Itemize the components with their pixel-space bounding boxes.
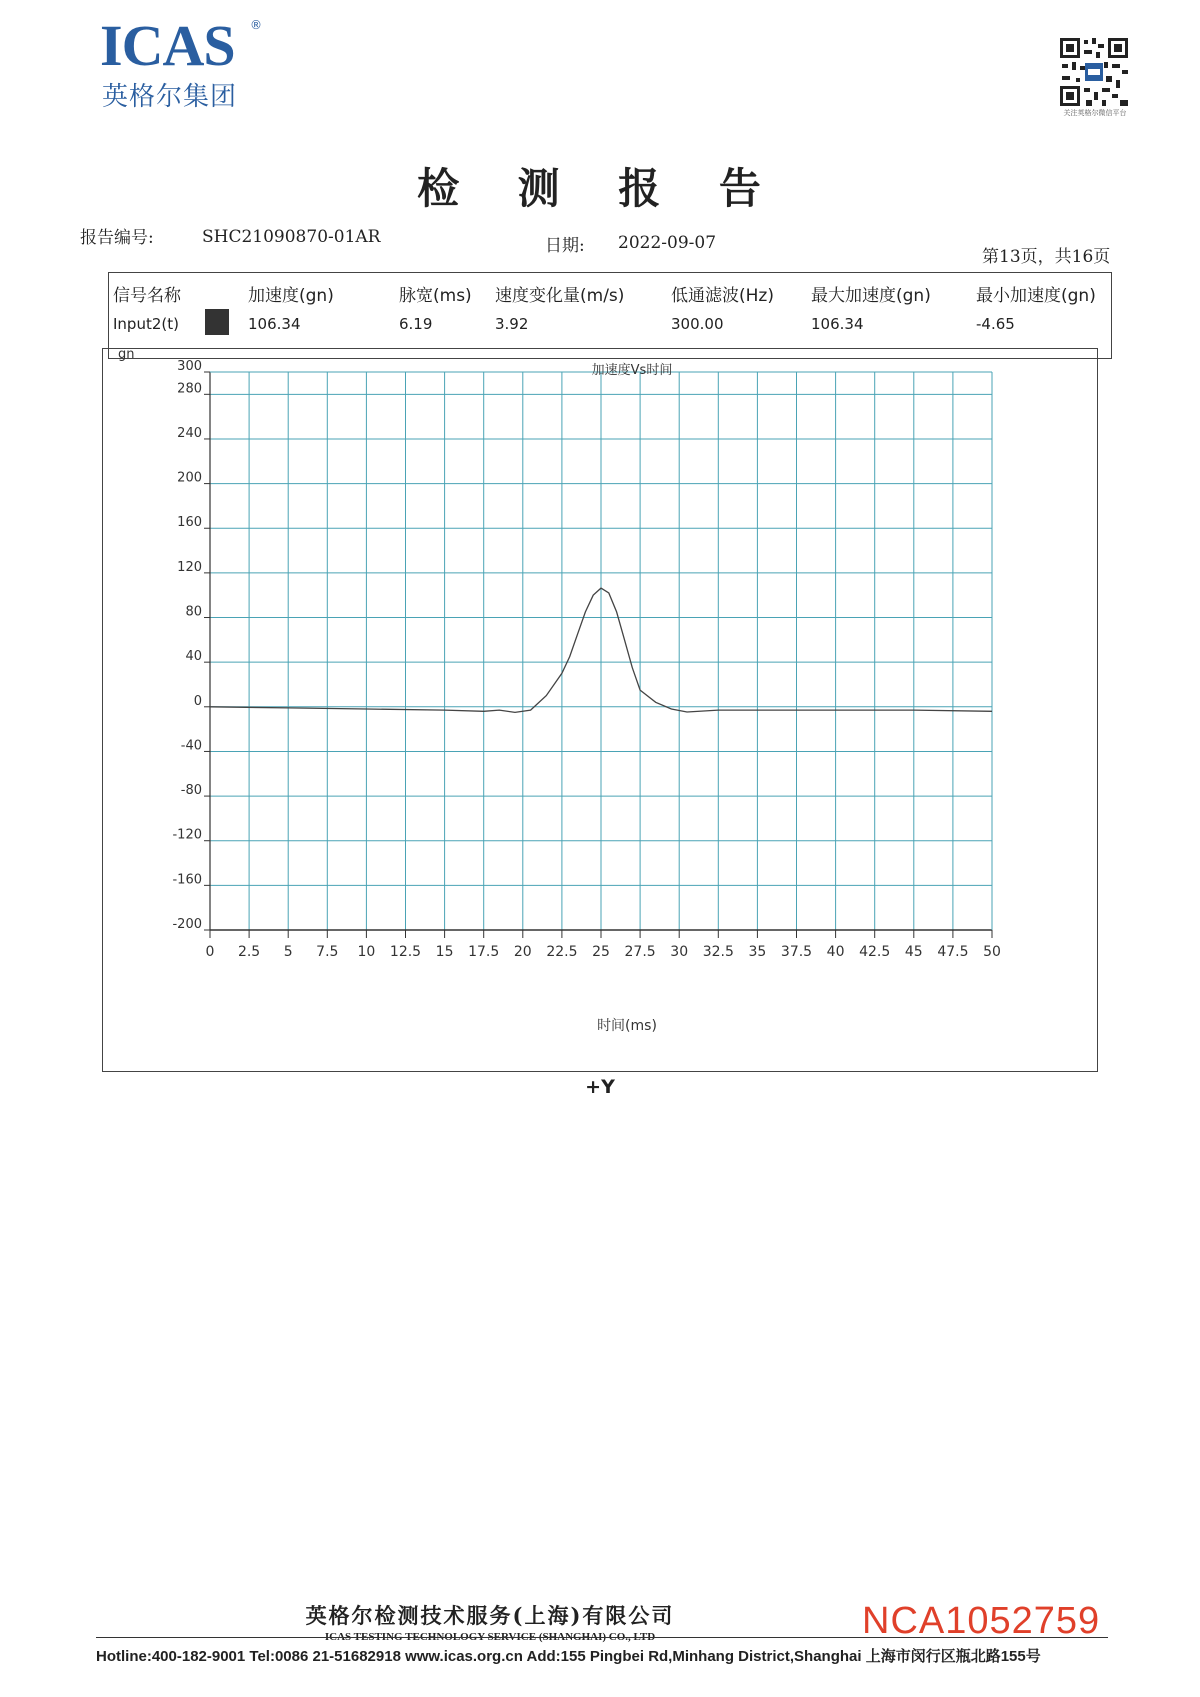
value-velocity-change: 3.92 [495, 315, 529, 333]
x-tick-label: 17.5 [468, 944, 500, 960]
header-lowpass-filter: 低通滤波(Hz) [671, 286, 774, 306]
y-tick-label: -40 [180, 738, 202, 754]
x-tick-label: 37.5 [780, 944, 813, 960]
x-tick-label: 47.5 [937, 944, 969, 960]
acceleration-time-chart [102, 348, 1096, 1070]
x-tick-label: 20 [513, 944, 532, 960]
value-max-acceleration: 106.34 [811, 315, 864, 333]
x-tick-label: 50 [983, 944, 1001, 960]
y-tick-label: 200 [177, 470, 202, 486]
footer-divider [96, 1637, 1108, 1638]
y-tick-label: 40 [185, 649, 202, 665]
header-velocity-change: 速度变化量(m/s) [495, 286, 625, 306]
y-tick-label: -200 [172, 917, 202, 932]
y-tick-labels [172, 359, 202, 932]
footer-contact-info: Hotline:400-182-9001 Tel:0086 21-51682918 www.icas.org.cn Add:155 Pingbei Rd,Minhang District,Shanghai 上海市闵行区瓶北路155号 [96, 1648, 1041, 1665]
x-tick-label: 45 [904, 944, 923, 960]
axis-direction-tag: +Y [585, 1076, 615, 1098]
chart-grid [210, 372, 992, 930]
x-tick-label: 27.5 [624, 944, 656, 960]
y-tick-label: 0 [193, 693, 202, 709]
nca-serial-number: NCA1052759 [862, 1600, 1101, 1642]
header-pulse-width: 脉宽(ms) [399, 286, 472, 306]
logo-registered-mark: ® [250, 18, 262, 32]
qr-code-icon [1058, 36, 1130, 108]
y-tick-label: -120 [172, 827, 202, 843]
header-acceleration: 加速度(gn) [248, 286, 334, 306]
value-pulse-width: 6.19 [399, 315, 433, 333]
x-tick-label: 10 [357, 944, 376, 960]
icas-logo [100, 13, 270, 112]
report-date: 2022-09-07 [618, 233, 717, 253]
y-axis-label: gn [118, 348, 135, 362]
x-tick-label: 30 [670, 944, 689, 960]
value-min-acceleration: -4.65 [976, 315, 1015, 333]
value-acceleration: 106.34 [248, 315, 301, 333]
x-tick-label: 2.5 [237, 944, 261, 960]
y-tick-label: 120 [177, 559, 202, 575]
logo-chinese-name: 英格尔集团 [102, 82, 238, 112]
y-tick-label: 80 [185, 604, 202, 620]
report-number: SHC21090870-01AR [202, 227, 381, 247]
document-title: 检 测 报 告 [417, 164, 783, 213]
x-tick-labels [206, 944, 1001, 960]
x-tick-label: 15 [435, 944, 454, 960]
footer-company-cn: 英格尔检测技术服务(上海)有限公司 [305, 1603, 675, 1628]
x-tick-label: 35 [748, 944, 767, 960]
x-tick-label: 25 [592, 944, 610, 960]
y-tick-label: -80 [180, 783, 202, 799]
y-tick-label: 300 [177, 359, 202, 374]
signal-info-table [108, 272, 1112, 359]
y-tick-label: 240 [177, 425, 202, 441]
qr-caption: 关注英格尔微信平台 [1063, 109, 1127, 117]
header-max-acceleration: 最大加速度(gn) [811, 286, 931, 306]
x-tick-label: 32.5 [702, 944, 734, 960]
header-signal-name: 信号名称 [113, 286, 181, 306]
footer-company-en: ICAS TESTING TECHNOLOGY SERVICE (SHANGHAI) CO., LTD [324, 1631, 656, 1643]
x-tick-label: 40 [826, 944, 845, 960]
x-tick-label: 22.5 [546, 944, 578, 960]
x-tick-label: 5 [283, 944, 293, 960]
y-tick-label: -160 [172, 872, 202, 888]
chart-axes [204, 372, 992, 938]
logo-text: ICAS [100, 13, 235, 78]
x-axis-label: 时间(ms) [597, 1018, 657, 1034]
date-label: 日期: [545, 236, 585, 256]
report-number-label: 报告编号: [80, 228, 154, 248]
x-tick-label: 42.5 [859, 944, 891, 960]
x-tick-label: 7.5 [316, 944, 339, 960]
page-indicator: 第13页，共16页 [982, 247, 1111, 267]
y-tick-label: 160 [177, 515, 202, 531]
y-tick-label: 280 [177, 381, 202, 397]
value-lowpass-filter: 300.00 [671, 315, 724, 333]
x-tick-label: 0 [205, 944, 215, 960]
chart-title: 加速度Vs时间 [591, 363, 673, 378]
x-tick-label: 12.5 [389, 944, 422, 960]
signal-color-swatch [205, 309, 229, 335]
header-min-acceleration: 最小加速度(gn) [976, 286, 1096, 306]
value-signal-name: Input2(t) [113, 315, 179, 333]
